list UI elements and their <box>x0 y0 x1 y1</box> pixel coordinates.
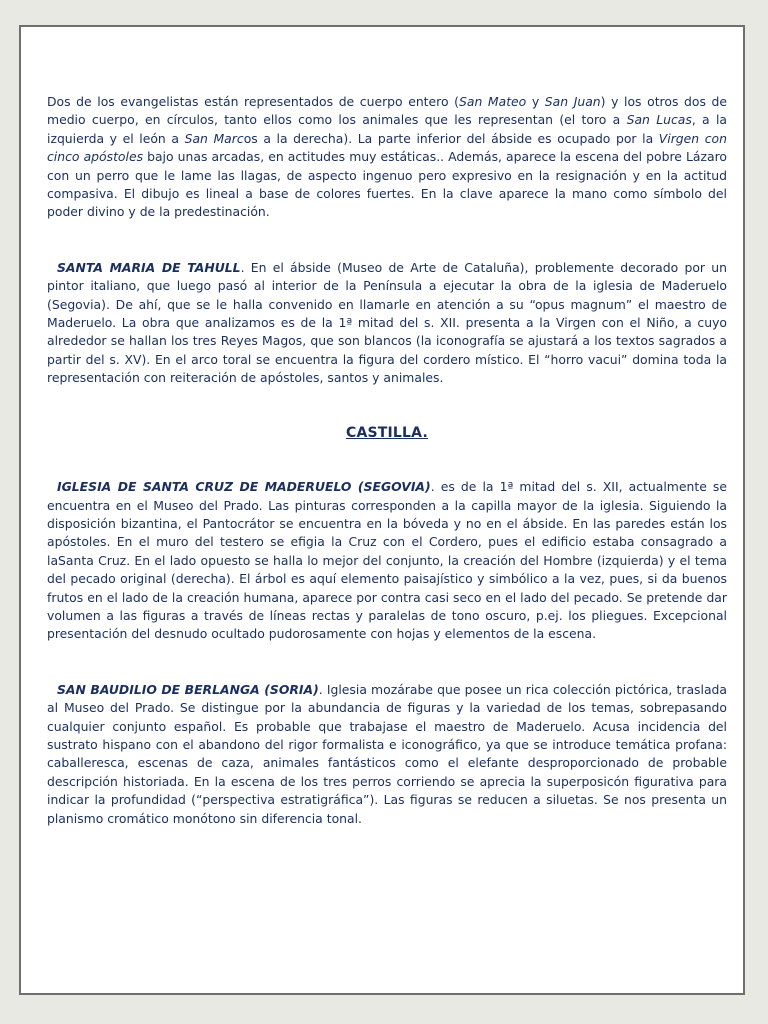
document-body <box>47 93 727 828</box>
document-page <box>19 25 745 995</box>
section-heading: CASTILLA. <box>345 424 428 441</box>
paragraph-title: SANTA MARIA DE TAHULL <box>57 259 241 275</box>
paragraph-santa-maria-tahull: SANTA MARIA DE TAHULL. En el ábside (Museo de Arte de Cataluña), problemente decorado por un pintor italiano, que luego pasó al interior de la Península a ejecutar la obra de la iglesia de Maderuelo (Segovia). De ahí, que se le halla convenido en llamarle en atención a su “opus magnum” el maestro de Maderuelo. La obra que analizamos es de la 1ª mitad del s. XII. presenta a la Virgen con el Niño, a cuyo alrededor se hallan los tres Reyes Magos, que son blancos (la iconografía se ajustará a los textos sagrados a partir del s. XV). En el arco toral se encuentra la figura del cordero místico. El “horro vacui” domina toda la representación con reiteración de apóstoles, santos y animales. <box>47 259 727 386</box>
paragraph-title: IGLESIA DE SANTA CRUZ DE MADERUELO (SEGOVIA) <box>57 479 431 495</box>
paragraph-san-baudilio-berlanga: SAN BAUDILIO DE BERLANGA (SORIA). Iglesia mozárabe que posee un rica colección pictórica, traslada al Museo del Prado. Se distingue por la abundancia de figuras y la variedad de los temas, sobrepasando cualquier conjunto español. Es probable que trabajase el maestro de Maderuelo. Acusa incidencia del sustrato hispano con el abandono del rigor formalista e iconográfico, ya que se introduce temática profana: caballeresca, escenas de caza, animales fantásticos como el elefante desproporcionado de probable descripción historiada. En la escena de los tres perros corriendo se aprecia la superposicón figurativa para indicar la profundidad (“perspectiva estratigráfica”). Las figuras se reducen a siluetas. Se nos presenta un planismo cromático monótono sin diferencia tonal. <box>47 681 727 826</box>
paragraph-title: SAN BAUDILIO DE BERLANGA (SORIA) <box>57 681 319 697</box>
paragraph-evangelists: Dos de los evangelistas están representados de cuerpo entero (San Mateo y San Juan) y los otros dos de medio cuerpo, en círculos, tanto ellos como los animales que les representan (el toro a San Lucas, a la izquierda y el león a San Marcos a la derecha). La parte inferior del ábside es ocupado por la Virgen con cinco apóstoles bajo unas arcadas, en actitudes muy estáticas.. Además, aparece la escena del pobre Lázaro con un perro que le lame las llagas, de aspecto ingenuo pero expresivo en la resignación y en la actitud compasiva. El dibujo es lineal a base de colores fuertes. En la clave aparece la mano como símbolo del poder divino y de la predestinación. <box>47 94 727 220</box>
paragraph-santa-cruz-maderuelo: IGLESIA DE SANTA CRUZ DE MADERUELO (SEGOVIA). es de la 1ª mitad del s. XII, actualmente se encuentra en el Museo del Prado. Las pinturas corresponden a la capilla mayor de la iglesia. Siguiendo la disposición bizantina, el Pantocrátor se encuentra en la bóveda y no en el ábside. En las paredes están los apóstoles. En el muro del testero se efigia la Cruz con el Cordero, pues el edificio estaba consagrado a laSanta Cruz. En el lado opuesto se halla lo mejor del conjunto, la creación del Hombre (izquierda) y el tema del pecado original (derecha). El árbol es aquí elemento paisajístico y simbólico a la vez, pues, si da buenos frutos en el lado de la creación humana, aparece por contra casi seco en el lado del pecado. Se pretende dar volumen a las figuras a través de líneas rectas y paralelas de tono oscuro, p.ej. los pliegues. Excepcional presentación del desnudo ocultado pudorosamente con hojas y elementos de la escena. <box>47 479 727 642</box>
